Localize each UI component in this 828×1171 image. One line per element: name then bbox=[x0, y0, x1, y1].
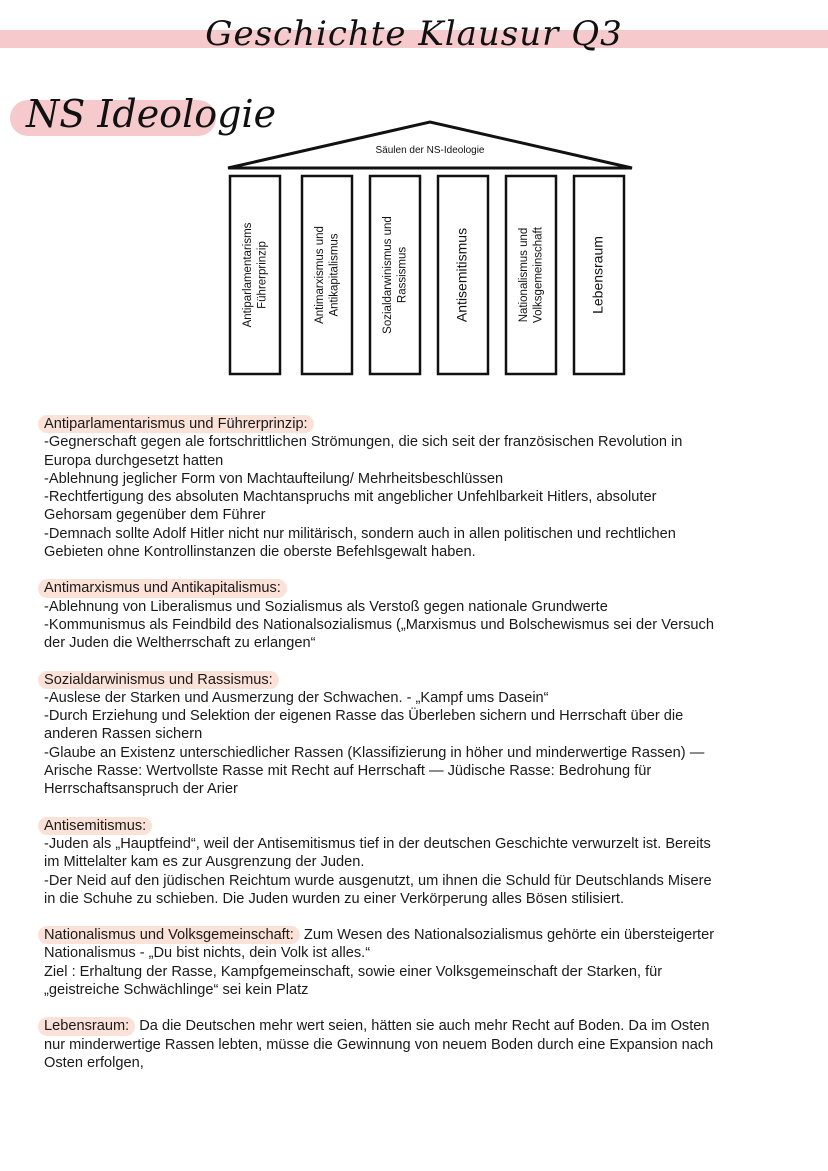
note-line: -Ablehnung jeglicher Form von Machtaufteilung/ Mehrheitsbeschlüssen bbox=[44, 470, 504, 487]
note-block bbox=[44, 1017, 724, 1072]
pillar bbox=[302, 176, 352, 374]
note-inline-text: Zum Wesen des Nationalsozialismus gehörte ein übersteigerter Nationalismus - „Du bist nichts, dein Volk ist alles.“ bbox=[44, 927, 715, 962]
note-block bbox=[44, 415, 724, 561]
pillar-label: Antimarxismus und bbox=[313, 226, 326, 324]
note-block bbox=[44, 817, 724, 908]
note-heading: Lebensraum: bbox=[38, 1017, 135, 1035]
note-heading: Antiparlamentarismus und Führerprinzip: bbox=[38, 415, 314, 433]
note-line: -Ablehnung von Liberalismus und Sozialismus als Verstoß gegen nationale Grundwerte bbox=[44, 598, 608, 615]
note-line: -Rechtfertigung des absoluten Machtanspruchs mit angeblicher Unfehlbarkeit Hitlers, absoluter Gehorsam gegenüber dem Führer bbox=[44, 489, 657, 524]
note-line: -Glaube an Existenz unterschiedlicher Rassen (Klassifizierung in höher und minderwertige Rassen) — Arische Rasse: Wertvollste Rasse mit Recht auf Herrschaft — Jüdische Rasse: Bedrohung für Herrschaftsanspruch der Arier bbox=[44, 744, 705, 798]
pillar-label: Antikapitalismus bbox=[328, 233, 341, 317]
pillar-label: Nationalismus und bbox=[517, 227, 530, 323]
note-block bbox=[44, 926, 724, 999]
pillar bbox=[506, 176, 556, 374]
note-line: -Kommunismus als Feindbild des Nationalsozialismus („Marxismus und Bolschewismus sei der Versuch der Juden die Weltherrschaft zu erlangen“ bbox=[44, 616, 714, 652]
note-block bbox=[44, 579, 724, 652]
notes-content bbox=[44, 415, 724, 1090]
pillar-label: Antisemitismus bbox=[453, 227, 470, 323]
note-inline-text: Da die Deutschen mehr wert seien, hätten sie auch mehr Recht auf Boden. Da im Osten nur minderwertige Rassen lebten, müsse die Gewinnung von neuem Boden durch eine Expansion nach Osten erfolgen, bbox=[44, 1018, 714, 1071]
note-line: Ziel : Erhaltung der Rasse, Kampfgemeinschaft, sowie einer Volksgemeinschaft der Starken, für „geistreiche Schwächlinge“ sei kein Platz bbox=[44, 963, 663, 999]
note-line: -Demnach sollte Adolf Hitler nicht nur militärisch, sondern auch in allen politischen und rechtlichen Gebieten ohne Kontrollinstanzen die oberste Befehlsgewalt haben. bbox=[44, 525, 676, 561]
note-line: -Gegnerschaft gegen ale fortschrittlichen Strömungen, die sich seit der französischen Revolution in Europa durchgesetzt hatten bbox=[44, 434, 683, 469]
pillar-label: Rassismus bbox=[396, 246, 409, 304]
note-line: -Auslese der Starken und Ausmerzung der Schwachen. - „Kampf ums Dasein“ bbox=[44, 689, 549, 706]
pillar bbox=[230, 176, 280, 374]
note-heading: Antimarxismus und Antikapitalismus: bbox=[38, 579, 287, 597]
pillar-label: Führerprinzip bbox=[256, 241, 269, 309]
pillar-label: Lebensraum bbox=[589, 236, 606, 314]
note-heading: Nationalismus und Volksgemeinschaft: bbox=[38, 926, 300, 944]
note-heading: Antisemitismus: bbox=[38, 817, 152, 835]
section-heading: NS Ideologie bbox=[26, 92, 277, 136]
note-block bbox=[44, 671, 724, 799]
pillars-diagram bbox=[220, 120, 640, 385]
pillar-label: Sozialdarwinismus und bbox=[381, 216, 394, 334]
diagram-roof-label: Säulen der NS-Ideologie bbox=[375, 145, 485, 156]
note-heading: Sozialdarwinismus und Rassismus: bbox=[38, 671, 279, 689]
note-line: -Der Neid auf den jüdischen Reichtum wurde ausgenutzt, um ihnen die Schuld für Deutschlands Misere in die Schuhe zu schieben. Die Juden wurden zu einer Verkörperung alles Bösen stilisiert. bbox=[44, 872, 712, 907]
pillar bbox=[370, 176, 420, 374]
pillar-label: Antiparlamentarisms bbox=[241, 222, 254, 328]
pillar-label: Volksgemeinschaft bbox=[532, 227, 545, 323]
note-line: -Juden als „Hauptfeind“, weil der Antisemitismus tief in der deutschen Geschichte verwurzelt ist. Bereits im Mittelalter kam es zur Ausgrenzung der Juden. bbox=[44, 835, 711, 871]
note-line: -Durch Erziehung und Selektion der eigenen Rasse das Überleben sichern und Herrschaft über die anderen Rassen sichern bbox=[44, 708, 684, 743]
page-title: Geschichte Klausur Q3 bbox=[205, 14, 623, 54]
